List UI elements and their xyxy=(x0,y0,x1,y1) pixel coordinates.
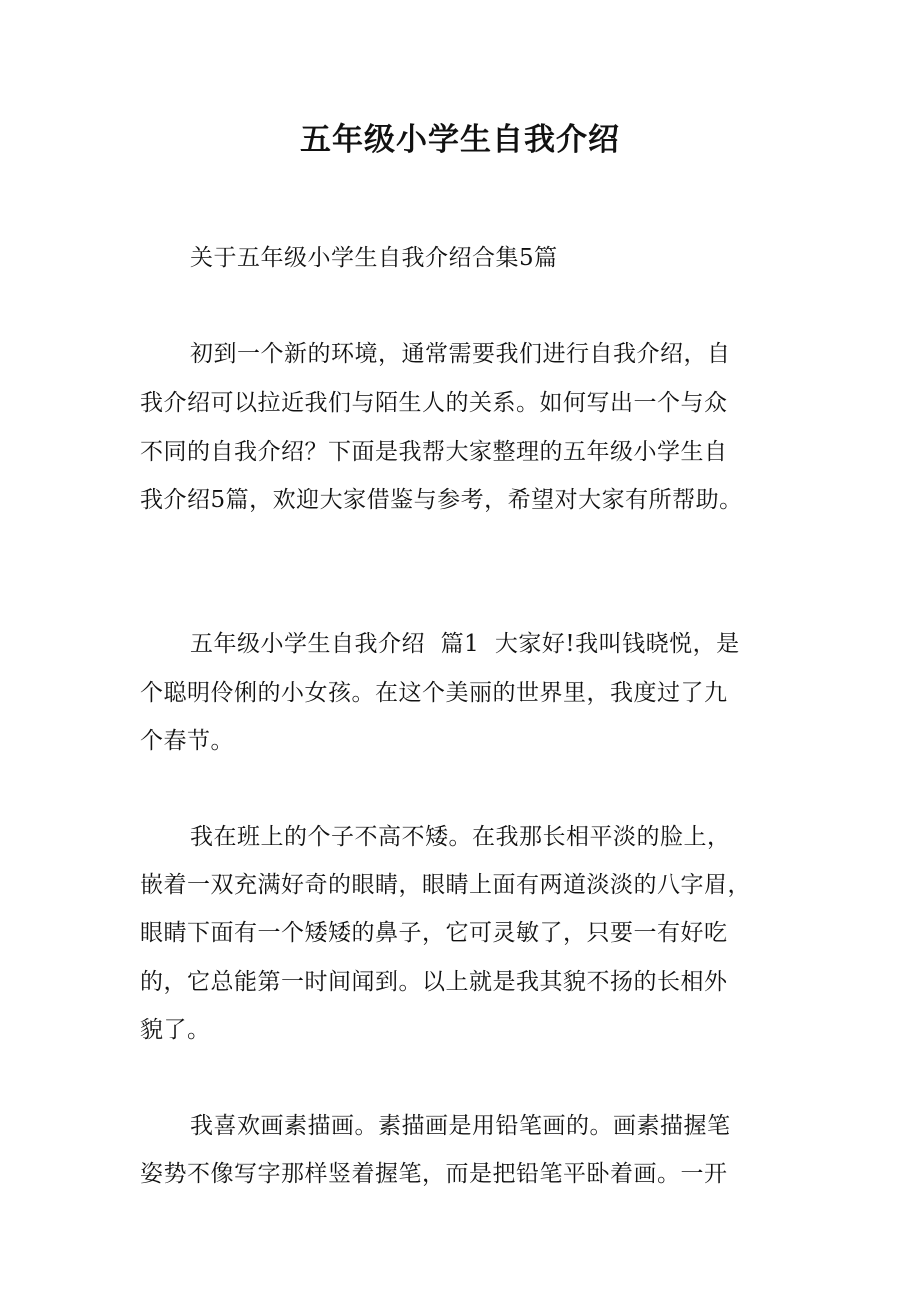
paragraph-line: 个聪明伶俐的小女孩。在这个美丽的世界里，我度过了九 xyxy=(140,680,728,706)
paragraph-line: 我在班上的个子不高不矮。在我那长相平淡的脸上， xyxy=(190,824,731,850)
document-title: 五年级小学生自我介绍 xyxy=(300,122,620,158)
document-subtitle: 关于五年级小学生自我介绍合集5篇 xyxy=(190,245,558,271)
paragraph-line: 我介绍可以拉近我们与陌生人的关系。如何写出一个与众 xyxy=(140,390,728,416)
paragraph-line: 我介绍5篇，欢迎大家借鉴与参考，希望对大家有所帮助。 xyxy=(140,487,743,513)
paragraph-line: 我喜欢画素描画。素描画是用铅笔画的。画素描握笔 xyxy=(190,1113,731,1139)
paragraph-line: 姿势不像写字那样竖着握笔，而是把铅笔平卧着画。一开 xyxy=(140,1161,728,1187)
paragraph-line: 嵌着一双充满好奇的眼睛，眼睛上面有两道淡淡的八字眉， xyxy=(140,872,751,898)
paragraph-line: 不同的自我介绍？下面是我帮大家整理的五年级小学生自 xyxy=(140,439,728,465)
paragraph-line: 个春节。 xyxy=(140,728,234,754)
paragraph-line: 五年级小学生自我介绍 篇1 大家好!我叫钱晓悦，是 xyxy=(190,631,740,657)
paragraph-line: 貌了。 xyxy=(140,1017,211,1043)
paragraph-line: 眼睛下面有一个矮矮的鼻子，它可灵敏了，只要一有好吃 xyxy=(140,920,728,946)
paragraph-line: 初到一个新的环境，通常需要我们进行自我介绍，自 xyxy=(190,341,731,367)
paragraph-line: 的，它总能第一时间闻到。以上就是我其貌不扬的长相外 xyxy=(140,969,728,995)
